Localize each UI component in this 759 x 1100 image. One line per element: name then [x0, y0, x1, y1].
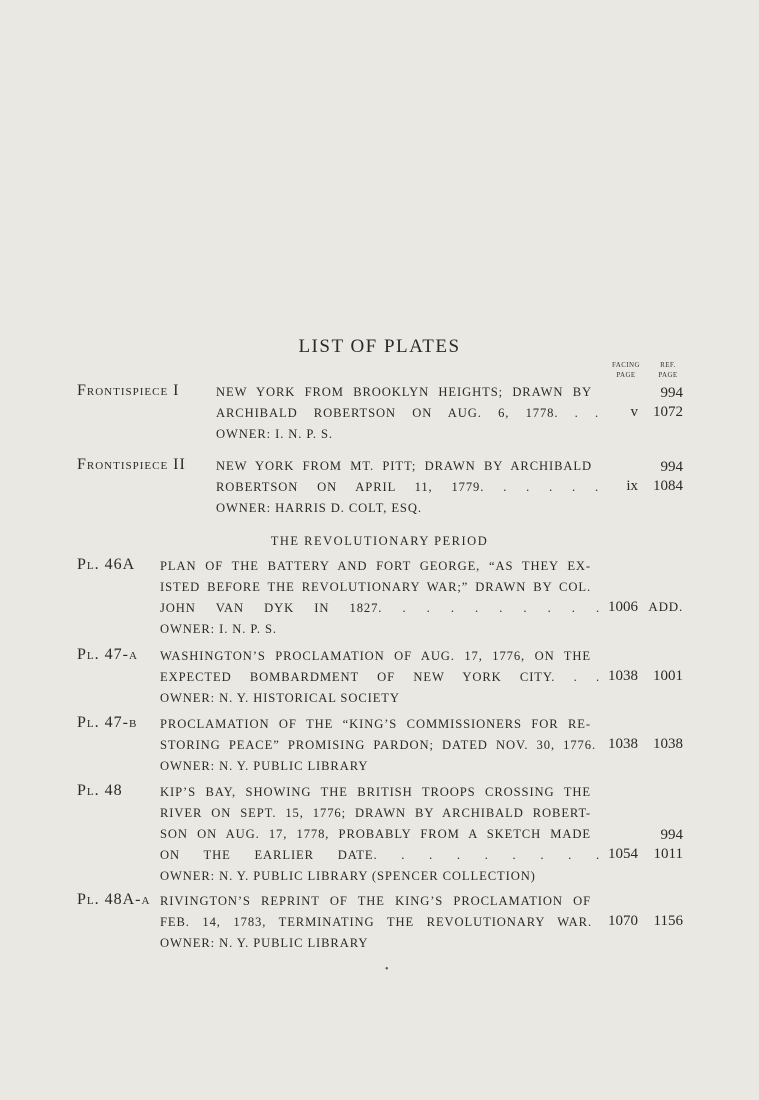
plate-label: [77, 714, 137, 732]
plate-label-rest: rontispiece II: [86, 456, 186, 473]
section-heading: THE REVOLUTIONARY PERIOD: [270, 534, 489, 548]
plate-label-rest: rontispiece I: [86, 382, 180, 399]
plate-label-rest: l. 47-a: [86, 646, 138, 663]
description-line: ROBERTSON ON APRIL 11, 1779. . . . . .: [216, 480, 599, 494]
description-line: EXPECTED BOMBARDMENT OF NEW YORK CITY. . .: [160, 670, 600, 684]
plate-description: [160, 714, 596, 777]
facing-page-number: 1070: [608, 913, 638, 929]
plate-label-rest: l. 46A: [86, 556, 136, 573]
description-line: OWNER: HARRIS D. COLT, ESQ.: [216, 501, 422, 515]
print-speck: •: [385, 964, 389, 975]
plate-label-rest: l. 47-b: [86, 714, 138, 731]
description-line: WASHINGTON’S PROCLAMATION OF AUG. 17, 1776, ON THE: [160, 649, 591, 663]
plate-description: [160, 782, 600, 887]
description-line: NEW YORK FROM MT. PITT; DRAWN BY ARCHIBALD: [216, 459, 592, 473]
description-line: STORING PEACE” PROMISING PARDON; DATED NOV. 30, 1776.: [160, 738, 596, 752]
column-header-ref-line2: PAGE: [658, 371, 678, 379]
description-line: KIP’S BAY, SHOWING THE BRITISH TROOPS CROSSING THE: [160, 785, 591, 799]
column-header-ref-line1: REF.: [660, 361, 676, 369]
description-line: JOHN VAN DYK IN 1827. . . . . . . . . .: [160, 601, 600, 615]
ref-page-number: 1038: [653, 736, 683, 752]
description-line: OWNER: N. Y. PUBLIC LIBRARY: [160, 759, 369, 773]
description-line: OWNER: N. Y. PUBLIC LIBRARY (SPENCER COLLECTION): [160, 869, 536, 883]
plate-description: [160, 891, 591, 954]
description-line: ISTED BEFORE THE REVOLUTIONARY WAR;” DRAWN BY COL.: [160, 580, 591, 594]
description-line: OWNER: N. Y. HISTORICAL SOCIETY: [160, 691, 400, 705]
facing-page-number: 1054: [608, 846, 638, 862]
description-line: PLAN OF THE BATTERY AND FORT GEORGE, “AS THEY EX-: [160, 559, 591, 573]
description-line: OWNER: N. Y. PUBLIC LIBRARY: [160, 936, 369, 950]
plate-label-initial: P: [77, 782, 87, 799]
plate-label-initial: F: [77, 382, 87, 399]
column-header-facing-line2: PAGE: [616, 371, 636, 379]
description-line: ON THE EARLIER DATE. . . . . . . . .: [160, 848, 600, 862]
description-line: RIVER ON SEPT. 15, 1776; DRAWN BY ARCHIBALD ROBERT-: [160, 806, 591, 820]
plate-label-initial: F: [77, 456, 87, 473]
page-title: LIST OF PLATES: [298, 336, 461, 357]
facing-page-number: 1038: [608, 668, 638, 684]
plate-description: [216, 382, 599, 445]
plate-description: [160, 556, 600, 640]
ref-page-top: 994: [660, 385, 683, 401]
ref-page-number: 1011: [653, 846, 683, 862]
plate-label: [77, 891, 150, 909]
description-line: PROCLAMATION OF THE “KING’S COMMISSIONERS FOR RE-: [160, 717, 591, 731]
description-line: FEB. 14, 1783, TERMINATING THE REVOLUTIONARY WAR.: [160, 915, 592, 929]
facing-page-number: v: [630, 404, 638, 420]
description-line: OWNER: I. N. P. S.: [160, 622, 277, 636]
plate-label-rest: l. 48: [86, 782, 123, 799]
plate-label: [77, 782, 123, 800]
ref-page-top: 994: [660, 827, 683, 843]
plate-description: [160, 646, 600, 709]
column-header-ref-page: [650, 360, 686, 380]
description-line: SON ON AUG. 17, 1778, PROBABLY FROM A SKETCH MADE: [160, 827, 591, 841]
facing-page-number: 1038: [608, 736, 638, 752]
ref-page-number: 1156: [653, 913, 683, 929]
description-line: ARCHIBALD ROBERTSON ON AUG. 6, 1778. . .: [216, 406, 599, 420]
facing-page-number: ix: [626, 478, 638, 494]
description-line: OWNER: I. N. P. S.: [216, 427, 333, 441]
plate-label-rest: l. 48A-a: [86, 891, 151, 908]
plate-label-initial: P: [77, 891, 87, 908]
plate-label-initial: P: [77, 556, 87, 573]
plate-label: [77, 556, 135, 574]
description-line: NEW YORK FROM BROOKLYN HEIGHTS; DRAWN BY: [216, 385, 592, 399]
ref-page-top: 994: [660, 459, 683, 475]
column-header-facing-page: [606, 360, 646, 380]
plate-label: [77, 382, 180, 400]
ref-page-number: ADD.: [648, 599, 683, 614]
plate-label: [77, 646, 138, 664]
plate-description: [216, 456, 599, 519]
plate-label-initial: P: [77, 714, 87, 731]
ref-page-number: 1084: [653, 478, 683, 494]
ref-page-number: 1001: [653, 668, 683, 684]
description-line: RIVINGTON’S REPRINT OF THE KING’S PROCLAMATION OF: [160, 894, 591, 908]
facing-page-number: 1006: [608, 599, 638, 615]
plate-label: [77, 456, 186, 474]
plate-label-initial: P: [77, 646, 87, 663]
column-header-facing-line1: FACING: [612, 361, 640, 369]
ref-page-number: 1072: [653, 404, 683, 420]
